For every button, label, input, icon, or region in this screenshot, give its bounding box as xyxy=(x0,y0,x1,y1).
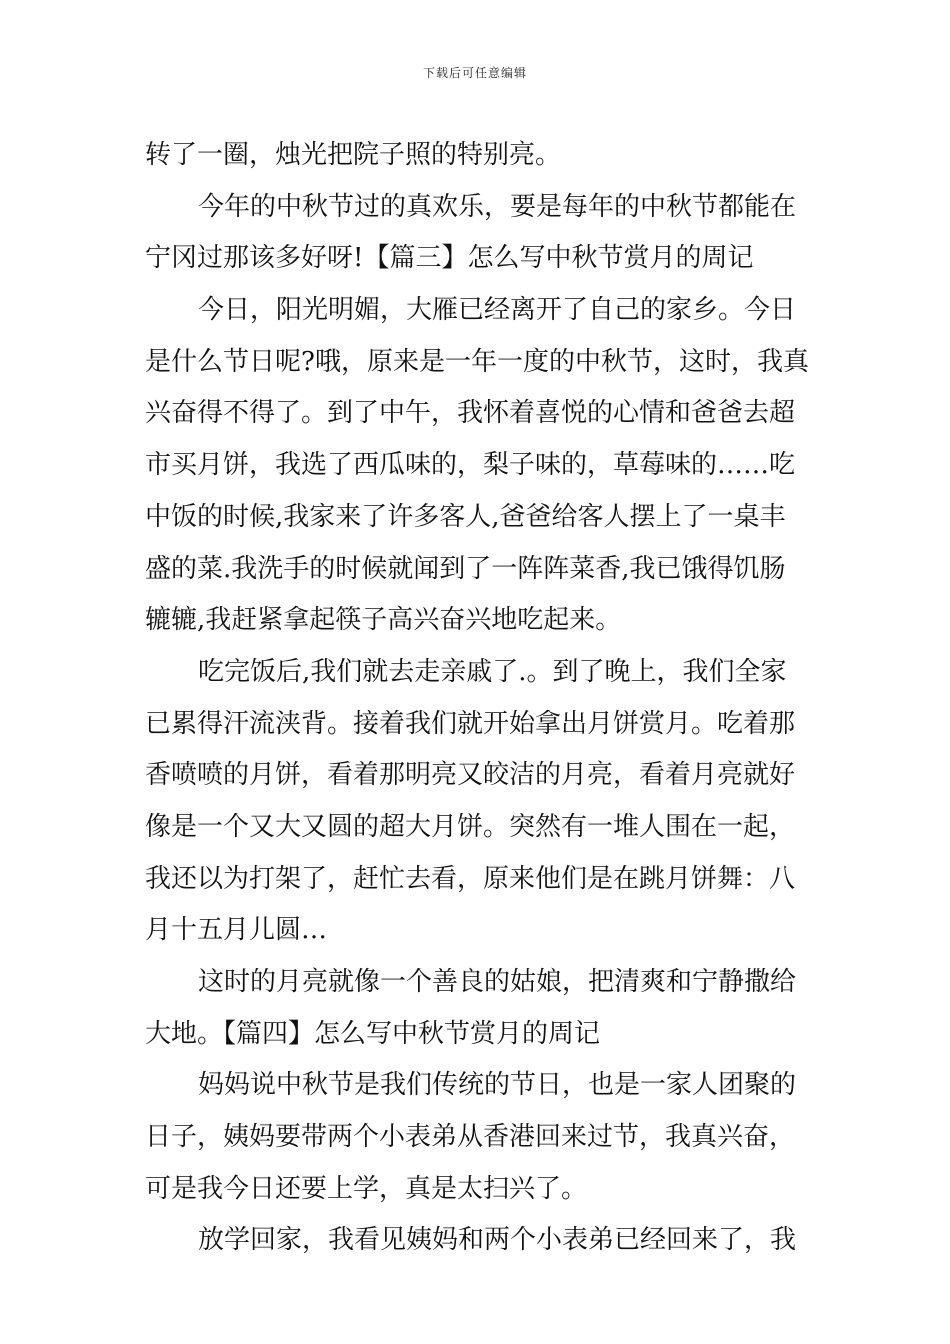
text-line: 日子，姨妈要带两个小表弟从香港回来过节，我真兴奋， xyxy=(145,1122,796,1153)
text-line: 宁冈过那该多好呀!【篇三】怎么写中秋节赏月的周记 xyxy=(145,243,754,274)
text-line: 是什么节日呢?哦，原来是一年一度的中秋节，这时，我真 xyxy=(145,346,809,377)
text-line: 香喷喷的月饼，看着那明亮又皎洁的月亮，看着月亮就好 xyxy=(145,760,796,791)
text-line: 吃完饭后,我们就去走亲戚了.。到了晚上，我们全家 xyxy=(198,656,787,687)
text-line: 大地。【篇四】怎么写中秋节赏月的周记 xyxy=(145,1018,601,1049)
document-body xyxy=(145,130,807,1267)
text-line: 盛的菜.我洗手的时候就闻到了一阵阵菜香,我已饿得饥肠 xyxy=(145,553,786,584)
text-line: 可是我今日还要上学，真是太扫兴了。 xyxy=(145,1173,588,1204)
text-line: 放学回家，我看见姨妈和两个小表弟已经回来了，我 xyxy=(198,1225,797,1256)
text-line: 转了一圈，烛光把院子照的特别亮。 xyxy=(145,140,562,170)
text-line: 妈妈说中秋节是我们传统的节日，也是一家人团聚的 xyxy=(198,1070,797,1101)
text-line: 月十五月儿圆… xyxy=(145,915,328,946)
text-line: 像是一个又大又圆的超大月饼。突然有一堆人围在一起， xyxy=(145,811,796,842)
text-line: 中饭的时候,我家来了许多客人,爸爸给客人摆上了一桌丰 xyxy=(145,501,786,532)
text-line: 兴奋得不得了。到了中午，我怀着喜悦的心情和爸爸去超 xyxy=(145,398,796,429)
text-line: 已累得汗流浃背。接着我们就开始拿出月饼赏月。吃着那 xyxy=(145,708,796,739)
text-line: 市买月饼，我选了西瓜味的，梨子味的，草莓味的……吃 xyxy=(145,450,796,481)
text-line: 今年的中秋节过的真欢乐，要是每年的中秋节都能在 xyxy=(198,191,797,222)
page-header: 下载后可任意编辑 xyxy=(422,66,527,80)
text-line: 今日，阳光明媚，大雁已经离开了自己的家乡。今日 xyxy=(198,295,797,326)
text-line: 这时的月亮就像一个善良的姑娘，把清爽和宁静撒给 xyxy=(198,967,797,997)
text-line: 辘辘,我赶紧拿起筷子高兴奋兴地吃起来。 xyxy=(145,605,622,636)
text-line: 我还以为打架了，赶忙去看，原来他们是在跳月饼舞：八 xyxy=(145,863,796,894)
